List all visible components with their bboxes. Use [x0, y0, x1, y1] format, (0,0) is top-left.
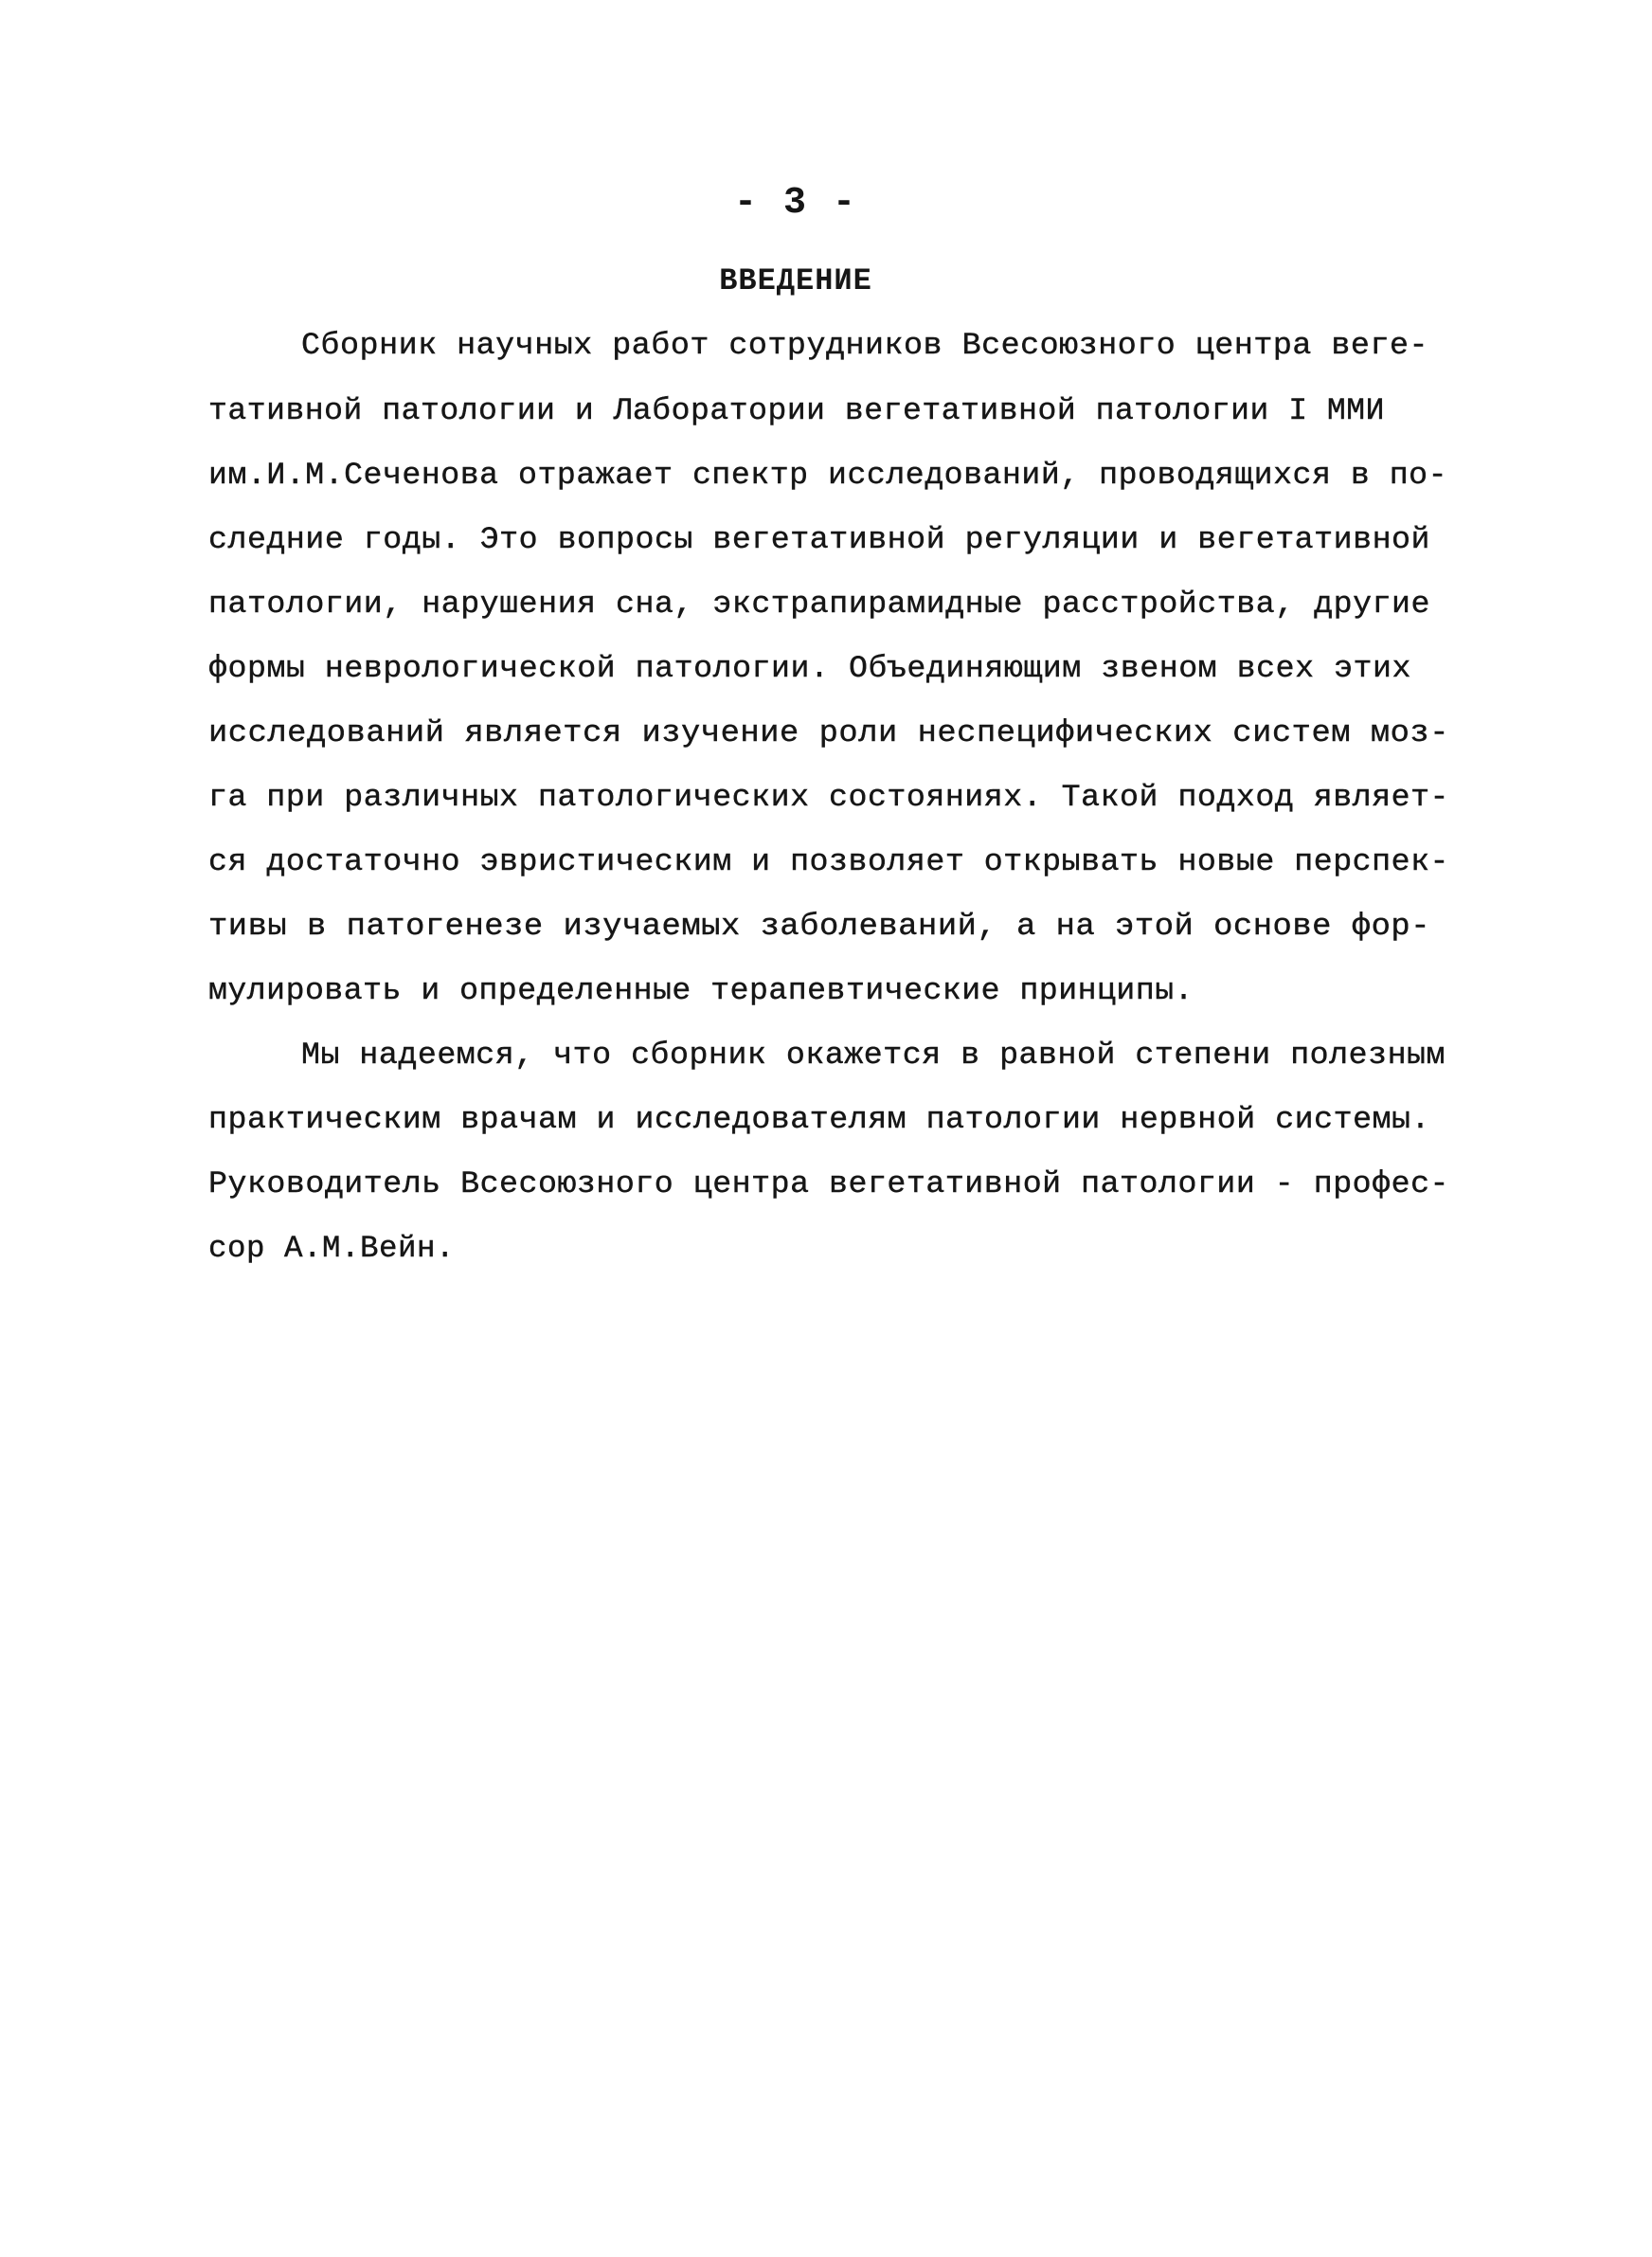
- text-line: практическим врачам и исследователям патологии нервной системы.: [208, 1102, 1430, 1137]
- text-line: им.И.М.Сеченова отражает спектр исследований, проводящихся в по-: [208, 458, 1447, 493]
- text-line: мулировать и определенные терапевтические принципы.: [208, 973, 1194, 1008]
- text-line: формы неврологической патологии. Объединяющим звеном всех этих: [208, 651, 1411, 686]
- text-line: следние годы. Это вопросы вегетативной регуляции и вегетативной: [208, 522, 1430, 557]
- text-line: исследований является изучение роли неспецифических систем моз-: [208, 715, 1449, 750]
- text-line: патологии, нарушения сна, экстрапирамидные расстройства, другие: [208, 587, 1430, 622]
- text-line: сор А.М.Вейн.: [208, 1231, 455, 1266]
- text-line: тативной патологии и Лаборатории вегетативной патологии I ММИ: [208, 393, 1385, 428]
- text-line: тивы в патогенезе изучаемых заболеваний, а на этой основе фор-: [208, 909, 1430, 944]
- text-line: Мы надеемся, что сборник окажется в равной степени полезным: [301, 1038, 1446, 1073]
- page-number: - 3 -: [733, 182, 858, 225]
- text-line: га при различных патологических состояниях. Такой подход являет-: [208, 780, 1449, 815]
- text-line: ся достаточно эвристическим и позволяет открывать новые перспек-: [208, 844, 1449, 879]
- text-line: Руководитель Всесоюзного центра вегетативной патологии - профес-: [208, 1166, 1449, 1201]
- section-heading: ВВЕДЕНИЕ: [719, 263, 872, 298]
- text-line: Сборник научных работ сотрудников Всесоюзного центра веге-: [301, 328, 1428, 363]
